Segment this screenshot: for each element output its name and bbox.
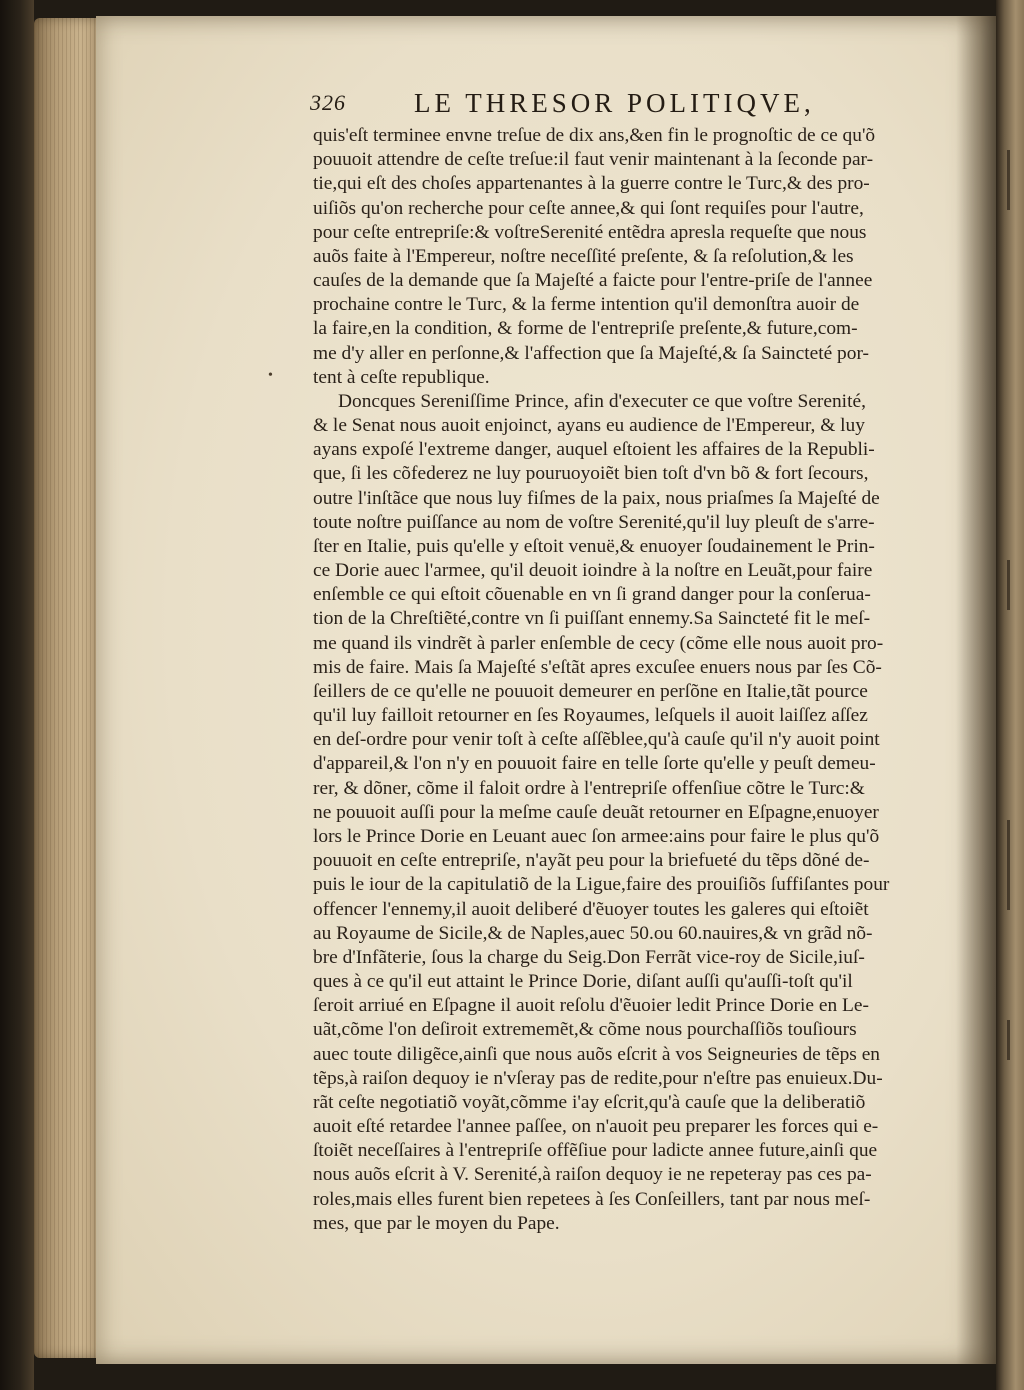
text-line: ſeillers de ce qu'elle ne pouuoit demeurer en perſõne en Italie,tãt pource [313, 680, 868, 702]
page-header [310, 88, 870, 124]
text-line: lors le Prince Dorie en Leuant auec ſon armee:ains pour faire le plus qu'õ [313, 825, 880, 847]
body-text [313, 124, 943, 1236]
text-line: me quand ils vindrẽt à parler enſemble de cecy (cõme elle nous auoit pro- [313, 632, 884, 654]
text-line: d'appareil,& l'on n'y en pouuoit faire en telle ſorte qu'elle y peuſt demeu- [313, 753, 876, 775]
text-line: auec toute diligẽce,ainſi que nous auõs eſcrit à vos Seigneuries de tẽps en [313, 1043, 880, 1065]
text-line: uiſiõs qu'on recherche pour ceſte annee,& qui ſont requiſes pour l'autre, [313, 197, 864, 219]
text-line: ſtoiẽt neceſſaires à l'entrepriſe offẽſiue pour ladicte annee future,ainſi que [313, 1140, 878, 1162]
text-line: bre d'Infãterie, ſous la charge du Seig.Don Ferrãt vice-roy de Sicile,iuſ- [313, 946, 865, 968]
text-line: au Royaume de Sicile,& de Naples,auec 50.ou 60.nauires,& vn grãd nõ- [313, 922, 873, 944]
text-line: uãt,cõme l'on deſiroit extrememẽt,& cõme nous pourchaſſiõs touſiours [313, 1019, 857, 1041]
page-number: 326 [310, 90, 346, 115]
text-line: tent à ceſte republique. [313, 366, 490, 388]
facing-page-mark [1007, 560, 1010, 610]
text-line: pouuoit attendre de ceſte treſue:il faut venir maintenant à la ſeconde par- [313, 149, 874, 171]
text-line: & le Senat nous auoit enjoinct, ayans eu audience de l'Empereur, & luy [313, 415, 865, 437]
text-line: ayans expoſé l'extreme danger, auquel eſtoient les affaires de la Republi- [313, 439, 875, 461]
text-line: rãt ceſte negotiatiõ voyãt,cõmme i'ay eſcrit,qu'à cauſe que la deliberatiõ [313, 1091, 866, 1113]
text-line: que, ſi les cõfederez ne luy pouruoyoiẽt bien toſt d'vn bõ & fort ſecours, [313, 463, 869, 485]
text-line: rer, & dõner, cõme il faloit ordre à l'entrepriſe offenſiue cõtre le Turc:& [313, 777, 865, 799]
text-line: roles,mais elles furent bien repetees à ſes Conſeillers, tant par nous meſ- [313, 1188, 871, 1210]
text-line: mis de faire. Mais ſa Majeſté s'eſtãt apres excuſee enuers nous par ſes Cõ- [313, 656, 882, 678]
page-edges [34, 18, 100, 1358]
ink-mark: • [268, 368, 273, 383]
text-line: ce Dorie auec l'armee, qu'il deuoit ioindre à la noſtre en Leuãt,pour faire [313, 560, 873, 582]
text-line: outre l'inſtãce que nous luy fiſmes de la paix, nous priaſmes ſa Majeſté de [313, 487, 880, 509]
facing-page-edge [996, 0, 1024, 1390]
text-line: prochaine contre le Turc, & la ferme intention qu'il demonſtra auoir de [313, 294, 860, 316]
text-line: pouuoit en ceſte entrepriſe, n'ayãt peu pour la briefueté du tẽps dõné de- [313, 850, 870, 872]
text-line: cauſes de la demande que ſa Majeſté a faicte pour l'entre-priſe de l'annee [313, 270, 873, 292]
text-line: en deſ-ordre pour venir toſt à ceſte aſſẽblee,qu'à cauſe qu'il n'y auoit point [313, 729, 880, 751]
page-gutter-shadow [956, 16, 996, 1364]
running-title: LE THRESOR POLITIQVE, [414, 88, 815, 118]
text-line: tie,qui eſt des choſes appartenantes à la guerre contre le Turc,& des pro- [313, 173, 870, 195]
text-line: ques à ce qu'il eut attaint le Prince Dorie, diſant auſſi qu'auſſi-toſt qu'il [313, 971, 853, 993]
text-line: mes, que par le moyen du Pape. [313, 1212, 560, 1234]
book-cover-edge [0, 0, 34, 1390]
text-line: pour ceſte entrepriſe:& voſtreSerenité entẽdra apresla requeſte que nous [313, 221, 867, 243]
text-line: enſemble ce qui eſtoit cõuenable en vn ſi grand danger pour la conſerua- [313, 584, 871, 606]
text-line: ſeroit arriué en Eſpagne il auoit reſolu d'ẽuoier ledit Prince Dorie en Le- [313, 995, 869, 1017]
text-line: toute noſtre puiſſance au nom de voſtre Serenité,qu'il luy pleuſt de s'arre- [313, 511, 875, 533]
text-line: qu'il luy failloit retourner en ſes Royaumes, leſquels il auoit laiſſez aſſez [313, 705, 868, 727]
facing-page-mark [1007, 820, 1010, 910]
text-line: ſter en Italie, puis qu'elle y eſtoit venuë,& enuoyer ſoudainement le Prin- [313, 535, 875, 557]
text-line: tẽps,à raiſon dequoy ie n'vſeray pas de redite,pour n'eſtre pas enuieux.Du- [313, 1067, 883, 1089]
text-line: Doncques Sereniſſime Prince, afin d'executer ce que voſtre Serenité, [338, 390, 866, 412]
text-line: auõs faite à l'Empereur, noſtre neceſſité preſente, & ſa reſolution,& les [313, 245, 854, 267]
facing-page-mark [1007, 150, 1010, 210]
text-line: puis le iour de la capitulatiõ de la Ligue,faire des prouiſiõs ſuffiſantes pour [313, 874, 890, 896]
text-line: nous auõs eſcrit à V. Serenité,à raiſon dequoy ie ne repeteray pas ces pa- [313, 1164, 872, 1186]
facing-page-mark [1007, 1020, 1010, 1060]
text-line: ne pouuoit auſſi pour la meſme cauſe deuãt retourner en Eſpagne,enuoyer [313, 801, 879, 823]
text-line: offencer l'ennemy,il auoit deliberé d'ẽuoyer toutes les galeres qui eſtoiẽt [313, 898, 869, 920]
text-line: tion de la Chreſtiẽté,contre vn ſi puiſſant ennemy.Sa Saincteté fit le meſ- [313, 608, 871, 630]
text-line: auoit eſté retardee l'annee paſſee, on n'auoit peu preparer les forces qui e- [313, 1116, 879, 1138]
text-line: quis'eſt terminee envne treſue de dix ans,&en fin le prognoſtic de ce qu'õ [313, 125, 876, 146]
text-line: la faire,en la condition, & forme de l'entrepriſe preſente,& future,com- [313, 318, 858, 340]
text-line: me d'y aller en perſonne,& l'affection que ſa Majeſté,& ſa Saincteté por- [313, 342, 869, 364]
